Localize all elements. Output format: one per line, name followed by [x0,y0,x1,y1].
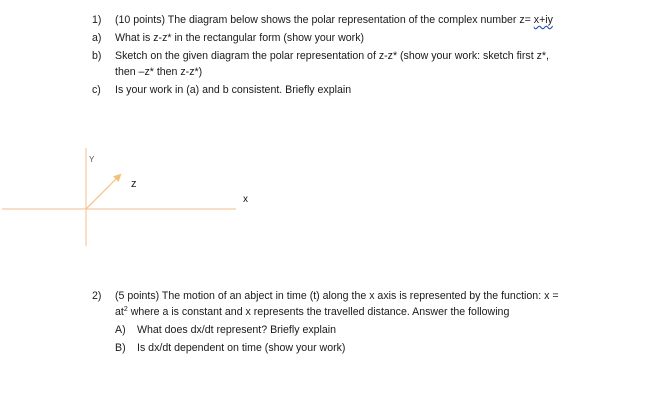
q2-line2-post: where a is constant and x represents the travelled distance. Answer the following [127,306,510,318]
q2-number: 2) [92,290,102,302]
q1-b-text-line2: then –z* then z-z*) [115,66,203,78]
q2-a-marker: A) [115,324,126,336]
x-axis-label: x [243,194,248,205]
y-axis-label: Y [89,155,95,164]
q2-line1: (5 points) The motion of an abject in time (t) along the x axis is represented by the function: x = [115,290,559,302]
q2-a-text: What does dx/dt represent? Briefly explain [137,324,337,336]
q1-number: 1) [92,14,102,26]
q1-b-marker: b) [92,50,102,62]
q2-line2-sup: 2 [123,306,128,313]
q2-b-text: Is dx/dt dependent on time (show your work) [137,342,346,354]
q2-b-marker: B) [115,342,126,354]
q1-c-text: Is your work in (a) and b consistent. Briefly explain [115,84,352,96]
q1-intro-text: (10 points) The diagram below shows the polar representation of the complex number z= [115,14,534,26]
q1-c-marker: c) [92,84,101,96]
q1-a-marker: a) [92,32,102,44]
z-vector [86,175,120,209]
z-vector-label: z [131,178,137,190]
q2-line2-pre: at [115,306,124,318]
q1-b-text-line1: Sketch on the given diagram the polar representation of z-z* (show your work: sketch first z*, [115,50,549,62]
q1-intro [115,14,553,27]
q2-line2 [115,306,509,319]
q1-intro-z: x+iy [533,14,553,26]
q1-a-text: What is z-z* in the rectangular form (show your work) [115,32,365,44]
